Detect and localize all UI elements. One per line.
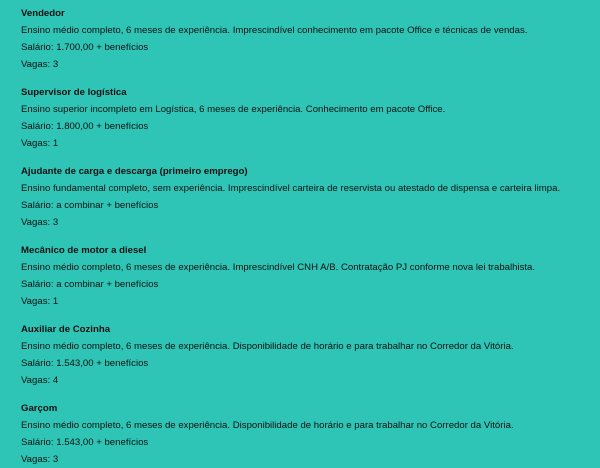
job-listing-mecanico-diesel — [21, 242, 600, 310]
job-description: Ensino médio completo, 6 meses de experiência. Imprescindível conhecimento em pacote Office e técnicas de vendas. — [21, 25, 528, 36]
job-vacancies: Vagas: 1 — [21, 138, 59, 149]
job-listing-garcom — [21, 400, 600, 468]
job-description: Ensino médio completo, 6 meses de experiência. Disponibilidade de horário e para trabalhar no Corredor da Vitória. — [21, 420, 514, 431]
job-listing-ajudante-carga — [21, 163, 600, 231]
job-listing-auxiliar-cozinha — [21, 321, 600, 389]
job-title: Garçom — [21, 403, 58, 414]
job-vacancies: Vagas: 3 — [21, 217, 59, 228]
job-salary: Salário: a combinar + benefícios — [21, 200, 159, 211]
job-description: Ensino fundamental completo, sem experiência. Imprescindível carteira de reservista ou atestado de dispensa e carteira limpa. — [21, 183, 561, 194]
job-title: Ajudante de carga e descarga (primeiro emprego) — [21, 166, 248, 177]
job-title: Supervisor de logística — [21, 87, 127, 98]
job-description: Ensino médio completo, 6 meses de experiência. Disponibilidade de horário e para trabalhar no Corredor da Vitória. — [21, 341, 514, 352]
job-title: Mecânico de motor a diesel — [21, 245, 147, 256]
job-salary: Salário: 1.543,00 + benefícios — [21, 437, 149, 448]
job-vacancies: Vagas: 4 — [21, 375, 59, 386]
job-vacancies: Vagas: 3 — [21, 454, 59, 465]
job-salary: Salário: 1.700,00 + benefícios — [21, 42, 149, 53]
job-salary: Salário: 1.543,00 + benefícios — [21, 358, 149, 369]
job-description: Ensino superior incompleto em Logística, 6 meses de experiência. Conhecimento em pacote Office. — [21, 104, 446, 115]
job-salary: Salário: 1.800,00 + benefícios — [21, 121, 149, 132]
job-title: Auxiliar de Cozinha — [21, 324, 111, 335]
job-vacancies: Vagas: 3 — [21, 59, 59, 70]
job-listing-vendedor — [21, 5, 600, 73]
job-salary: Salário: a combinar + benefícios — [21, 279, 159, 290]
job-description: Ensino médio completo, 6 meses de experiência. Imprescindível CNH A/B. Contratação PJ conforme nova lei trabalhista. — [21, 262, 536, 273]
job-vacancies: Vagas: 1 — [21, 296, 59, 307]
job-title: Vendedor — [21, 8, 65, 19]
job-listing-supervisor-logistica — [21, 84, 600, 152]
